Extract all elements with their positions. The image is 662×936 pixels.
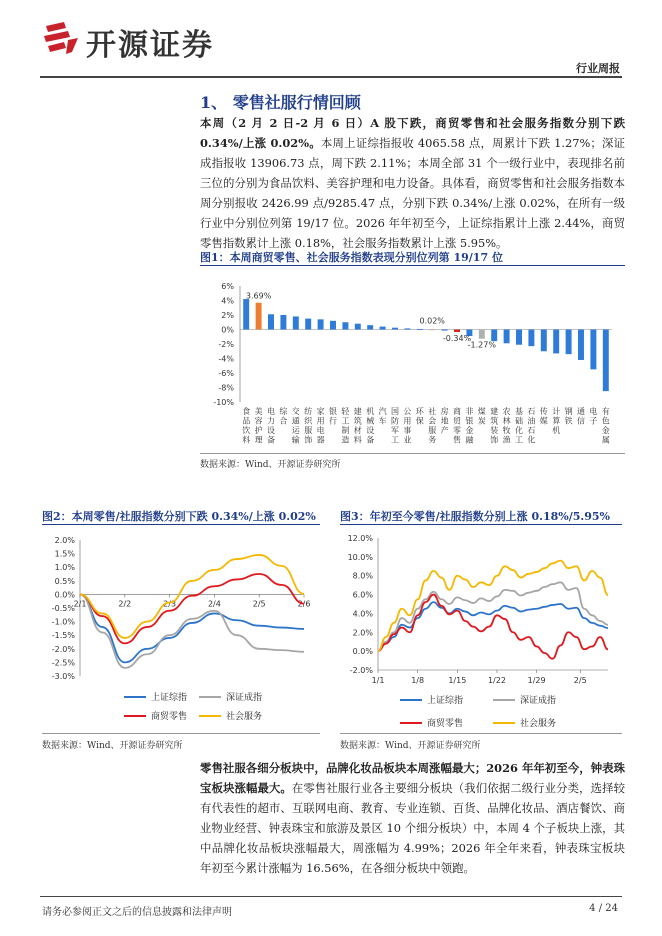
- data-label: 0.02%: [419, 316, 445, 326]
- x-tick-label: 石油石化: [527, 407, 536, 445]
- x-tick-label: 通信: [577, 407, 585, 426]
- legend-item: 社会服务: [199, 709, 262, 722]
- paragraph-subsector: [200, 758, 625, 878]
- x-tick-label: 传媒: [539, 407, 548, 426]
- series-line: [80, 574, 304, 643]
- industry-bar-chart: [200, 268, 625, 448]
- fig2-title: 图2：本周零售/社服指数分别下跌 0.34%/上涨 0.02%: [42, 510, 316, 523]
- x-tick-label: 2/4: [207, 599, 221, 609]
- fig1-source: 数据来源：Wind、开源证券研究所: [200, 460, 341, 470]
- series-line: [378, 582, 608, 651]
- bar: [553, 330, 559, 354]
- x-tick-label: 计算机: [552, 407, 561, 435]
- fig2-bottom-rule: [42, 733, 320, 734]
- bar: [268, 314, 274, 329]
- fig1-bottom-rule: [200, 453, 625, 454]
- legend-item: 深证成指: [199, 690, 262, 703]
- y-tick-label: 6%: [221, 282, 234, 291]
- legend-item: 商贸零售: [400, 716, 463, 729]
- y-tick-label: 6.0%: [352, 590, 373, 600]
- x-tick-label: 电子: [589, 407, 598, 426]
- fig2-source: 数据来源：Wind、开源证券研究所: [42, 741, 183, 751]
- x-tick-label: 美容护理: [254, 407, 263, 445]
- bar: [293, 316, 299, 329]
- y-tick-label: -3.0%: [51, 672, 75, 681]
- bar: [578, 330, 584, 360]
- y-tick-label: 8.0%: [352, 571, 373, 581]
- x-tick-label: 电力设备: [267, 407, 275, 445]
- bar: [442, 330, 448, 331]
- fig3-title: 图3：年初至今零售/社服指数分别上涨 0.18%/5.95%: [340, 510, 611, 523]
- bar: [404, 328, 410, 329]
- legend-item: 上证综指: [124, 690, 187, 703]
- x-tick-label: 交通运输: [291, 407, 300, 445]
- y-tick-label: -2.0%: [349, 666, 373, 675]
- bar: [243, 299, 249, 329]
- y-tick-label: 10.0%: [347, 552, 373, 562]
- series-line: [378, 595, 608, 659]
- y-tick-label: 0.0%: [54, 590, 75, 600]
- company-name: 开源证券: [86, 28, 214, 63]
- x-tick-label: 2/5: [573, 676, 587, 685]
- x-tick-label: 纺织服饰: [304, 407, 313, 445]
- x-tick-label: 基础化工: [515, 407, 523, 445]
- y-tick-label: 12.0%: [347, 534, 373, 543]
- x-tick-label: 1/8: [411, 676, 425, 685]
- bar: [280, 315, 286, 330]
- x-tick-label: 轻工制造: [341, 407, 350, 445]
- paragraph-market-review: [200, 113, 625, 253]
- x-tick-label: 非银金融: [465, 407, 474, 445]
- paragraph-body: 在零售社服行业各主要细分板块（我们依据二级行业分类，选择较有代表性的超市、互联网电商、教育、专业连锁、百货、品牌化妆品、酒店餐饮、商业物业经营、钟表珠宝和旅游及景区 10 个细分板块）中，本周 4 个子板块上涨，其中品牌化妆品板块涨幅最大，周涨幅为 4.99%；2026 年全年来看，钟表珠宝板块年初至今累计涨幅为 16.56%，在各细分板块中领跑。: [200, 781, 625, 875]
- bar: [504, 330, 510, 344]
- ytd-index-line-chart: [340, 528, 622, 688]
- fig3-source: 数据来源：Wind、开源证券研究所: [340, 741, 481, 751]
- x-tick-label: 社会服务: [428, 407, 437, 445]
- section-title: 1、 零售社服行情回顾: [200, 93, 361, 112]
- data-label: -0.34%: [442, 333, 472, 343]
- fig1-top-rule: [200, 265, 625, 266]
- x-tick-label: 商贸零售: [453, 407, 461, 445]
- bar: [305, 319, 311, 330]
- x-tick-label: 房地产: [440, 407, 449, 435]
- bar: [330, 321, 336, 330]
- fig2-top-rule: [42, 524, 320, 525]
- fig3-top-rule: [340, 524, 622, 525]
- x-tick-label: 1/15: [448, 676, 467, 685]
- y-tick-label: 0%: [221, 325, 234, 335]
- series-line: [378, 561, 608, 652]
- y-tick-label: 2.0%: [352, 628, 373, 638]
- bar: [528, 330, 534, 347]
- y-tick-label: -6%: [218, 369, 234, 378]
- y-tick-label: 2%: [221, 311, 234, 320]
- y-tick-label: 2.0%: [54, 536, 75, 545]
- bar: [392, 328, 398, 330]
- y-tick-label: -0.5%: [51, 604, 75, 613]
- x-tick-label: 农林牧渔: [502, 407, 511, 445]
- y-tick-label: -10%: [213, 398, 234, 407]
- x-tick-label: 2/6: [297, 599, 311, 609]
- y-tick-label: -4%: [218, 354, 234, 364]
- x-tick-label: 煤炭: [477, 407, 486, 426]
- x-tick-label: 1/22: [487, 676, 506, 685]
- fig3-legend: [400, 693, 600, 729]
- bar: [491, 330, 497, 342]
- legend-item: 深证成指: [493, 693, 556, 706]
- paragraph-lead: 零售社服各细分板块中，品牌化妆品板块本周涨幅最大；2026 年年初至今，钟表珠宝板块涨幅最大。: [200, 761, 625, 795]
- bar: [541, 330, 547, 352]
- y-tick-label: -2%: [218, 340, 234, 349]
- y-tick-label: -1.0%: [51, 617, 75, 627]
- paragraph-lead: 本周（2 月 2 日-2 月 6 日）A 股下跌，商贸零售和社会服务指数分别下跌 0.34%/上涨 0.02%。: [200, 116, 625, 150]
- y-tick-label: -2.5%: [51, 658, 75, 668]
- x-tick-label: 2/3: [163, 599, 177, 609]
- page-number: 4 / 24: [589, 903, 618, 914]
- company-logo-icon: [42, 18, 82, 58]
- bar: [417, 329, 423, 330]
- bar: [566, 330, 572, 355]
- bar: [380, 327, 386, 330]
- y-tick-label: -1.5%: [51, 631, 75, 641]
- legend-item: 商贸零售: [124, 709, 187, 722]
- y-tick-label: 4%: [221, 296, 234, 306]
- bar: [256, 303, 262, 330]
- data-label: -1.27%: [467, 340, 496, 350]
- x-tick-label: 食品饮料: [242, 407, 251, 445]
- x-tick-label: 1/1: [371, 676, 385, 685]
- x-tick-label: 汽车: [378, 407, 387, 426]
- y-tick-label: 1.5%: [54, 549, 75, 559]
- x-tick-label: 银行: [329, 407, 337, 426]
- x-tick-label: 2/5: [252, 599, 266, 609]
- bar: [429, 329, 435, 330]
- bar: [355, 324, 361, 330]
- report-type: 行业周报: [576, 62, 620, 75]
- x-tick-label: 2/1: [73, 599, 87, 609]
- bar: [454, 330, 460, 332]
- header-divider: [40, 76, 622, 78]
- fig3-bottom-rule: [340, 733, 622, 734]
- footer-divider: [40, 896, 622, 897]
- y-tick-label: -8%: [218, 383, 234, 393]
- bar: [318, 319, 324, 329]
- x-tick-label: 家用电器: [316, 407, 325, 445]
- bar: [479, 330, 485, 339]
- x-tick-label: 环保: [415, 407, 424, 426]
- y-tick-label: 0.5%: [54, 576, 75, 586]
- weekly-index-line-chart: [42, 528, 320, 688]
- bar: [342, 322, 348, 329]
- y-tick-label: 0.0%: [352, 647, 373, 657]
- data-label: 3.69%: [245, 291, 272, 301]
- bar: [590, 330, 596, 370]
- fig2-legend: [124, 690, 294, 722]
- bar: [367, 325, 373, 329]
- x-tick-label: 国防军工: [391, 407, 399, 445]
- x-tick-label: 公用事业: [403, 407, 412, 445]
- x-tick-label: 2/2: [118, 599, 132, 609]
- x-tick-label: 有色金属: [601, 407, 610, 445]
- bar: [516, 330, 522, 345]
- x-tick-label: 建筑装饰: [490, 407, 499, 445]
- legend-item: 上证综指: [400, 693, 463, 706]
- y-tick-label: 4.0%: [352, 609, 373, 619]
- x-tick-label: 机械设备: [366, 407, 375, 445]
- y-tick-label: -2.0%: [51, 644, 75, 654]
- x-tick-label: 钢铁: [564, 407, 573, 426]
- bar: [603, 330, 609, 392]
- footer-disclaimer: 请务必参阅正文之后的信息披露和法律声明: [42, 907, 232, 918]
- x-tick-label: 建筑材料: [353, 407, 362, 445]
- x-tick-label: 综合: [279, 407, 288, 426]
- legend-item: 社会服务: [493, 716, 556, 729]
- paragraph-body: 本周上证综指报收 4065.58 点，周累计下跌 1.27%；深证成指报收 13906.73 点，周下跌 2.11%；本周全部 31 个一级行业中，表现排名前三位的分别为食品饮料、美容护理和电力设备。具体看，商贸零售和社会服务指数本周分别报收 2426.99 点/9285.47 点，分别下跌 0.34%/上涨 0.02%，在所有一级行业中分别位列第 19/17 位。2026 年年初至今，上证综指累计上涨 2.44%，商贸零售指数累计上涨 0.18%，社会服务指数累计上涨 5.95%。: [200, 136, 625, 250]
- x-tick-label: 1/29: [527, 676, 546, 685]
- y-tick-label: 1.0%: [54, 563, 75, 573]
- fig1-title: 图1：本周商贸零售、社会服务指数表现分别位列第 19/17 位: [200, 251, 503, 264]
